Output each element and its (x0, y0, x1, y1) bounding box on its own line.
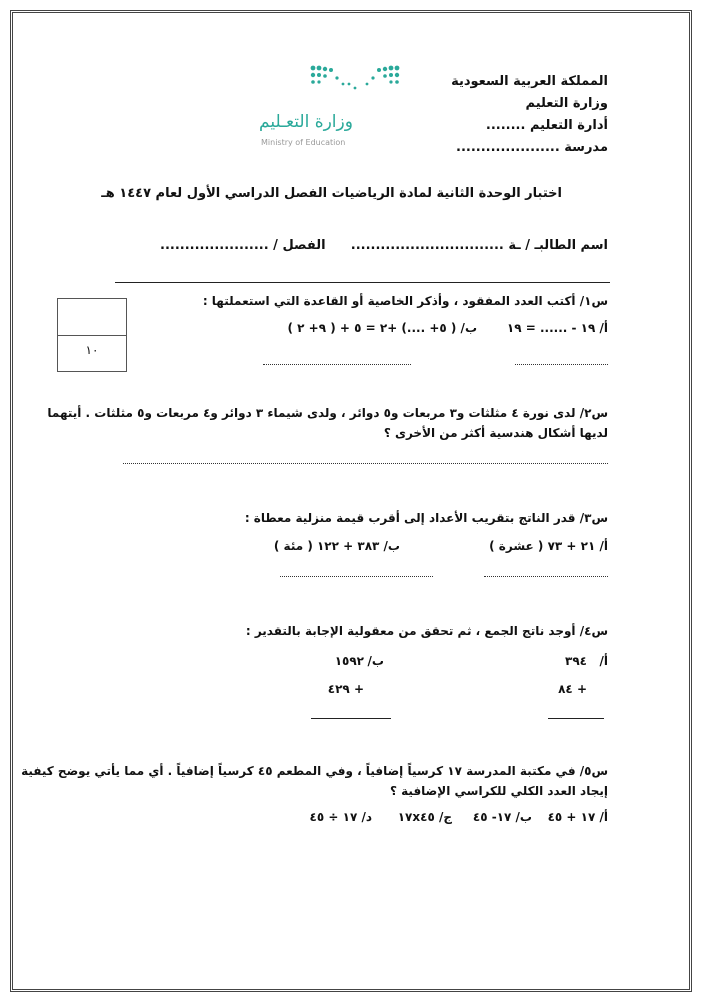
q5-line2: إيجاد العدد الكلي للكراسي الإضافية ؟ (390, 784, 608, 798)
q5-option-b[interactable]: ب/ ١٧- ٤٥ (472, 810, 532, 824)
class-field[interactable]: الفصل / ...................... (160, 238, 326, 253)
ministry-logo (255, 62, 405, 152)
student-name-field[interactable]: اسم الطالبـ / ـة ............................... (350, 238, 608, 253)
logo-dots-icon (255, 62, 405, 110)
q4-a-bottom: + ٨٤ (558, 682, 587, 696)
page-border (10, 10, 692, 992)
q5-option-a[interactable]: أ/ ١٧ + ٤٥ (547, 810, 608, 824)
q1-a-answer[interactable] (515, 364, 608, 365)
q2-line1: س٢/ لدى نورة ٤ مثلثات و٣ مربعات و٥ دوائر ، ولدى شيماء ٣ دوائر و٤ مربعات و٥ مثلثات . أيتهما (47, 406, 608, 420)
exam-title: اختبار الوحدة الثانية لمادة الرياضيات الفصل الدراسي الأول لعام ١٤٤٧ هـ (101, 186, 562, 201)
q4-b-label: ب/ (367, 654, 384, 668)
q1-prompt: س١/ أكتب العدد المفقود ، وأذكر الخاصية أو القاعدة التي استعملتها : (202, 294, 608, 308)
q5-option-c[interactable]: ج/ ١٧x٤٥ (397, 810, 452, 824)
q1-b: ب/ ( ٥+ ....) +٢ = ٥ + ( ٩+ ٢ ) (287, 321, 477, 335)
q2-answer[interactable] (123, 463, 608, 464)
q4-b-top: ١٥٩٢ (334, 654, 364, 668)
q3-a: أ/ ٢١ + ٧٣ ( عشرة ) (489, 539, 608, 553)
school-field: مدرسة ..................... (456, 140, 608, 155)
country-name: المملكة العربية السعودية (451, 74, 608, 89)
q3-a-answer[interactable] (484, 576, 608, 577)
logo-arabic-text: وزارة التعـليم (259, 112, 353, 132)
q4-a-answer-line[interactable] (548, 718, 604, 719)
q4-a-label: أ/ (599, 654, 608, 668)
q3-b-answer[interactable] (280, 576, 433, 577)
score-box (57, 298, 127, 372)
directorate-field: أدارة التعليم ........ (485, 118, 608, 133)
logo-english-text: Ministry of Education (261, 138, 346, 147)
q4-prompt: س٤/ أوجد ناتج الجمع ، ثم تحقق من معقولية الإجابة بالتقدير : (245, 624, 608, 638)
q5-line1: س٥/ في مكتبة المدرسة ١٧ كرسياً إضافياً ، وفي المطعم ٤٥ كرسياً إضافياً . أي مما يأتي يوضح كيفية (21, 764, 608, 778)
q5-option-d[interactable]: د/ ١٧ ÷ ٤٥ (309, 810, 372, 824)
q4-b-bottom: + ٤٢٩ (327, 682, 364, 696)
q1-a: أ/ ١٩ - ...... = ١٩ (506, 321, 608, 335)
ministry-name: وزارة التعليم (525, 96, 608, 111)
q4-a-top: ٣٩٤ (565, 654, 587, 668)
q2-line2: لديها أشكال هندسية أكثر من الأخرى ؟ (383, 426, 608, 440)
q3-prompt: س٣/ قدر الناتج بتقريب الأعداد إلى أقرب قيمة منزلية معطاة : (244, 511, 608, 525)
score-max: ١٠ (85, 343, 99, 357)
divider (115, 282, 610, 283)
q4-b-answer-line[interactable] (311, 718, 391, 719)
q3-b: ب/ ٣٨٣ + ١٢٢ ( مئة ) (273, 539, 400, 553)
q1-b-answer[interactable] (263, 364, 411, 365)
score-divider (58, 335, 126, 336)
